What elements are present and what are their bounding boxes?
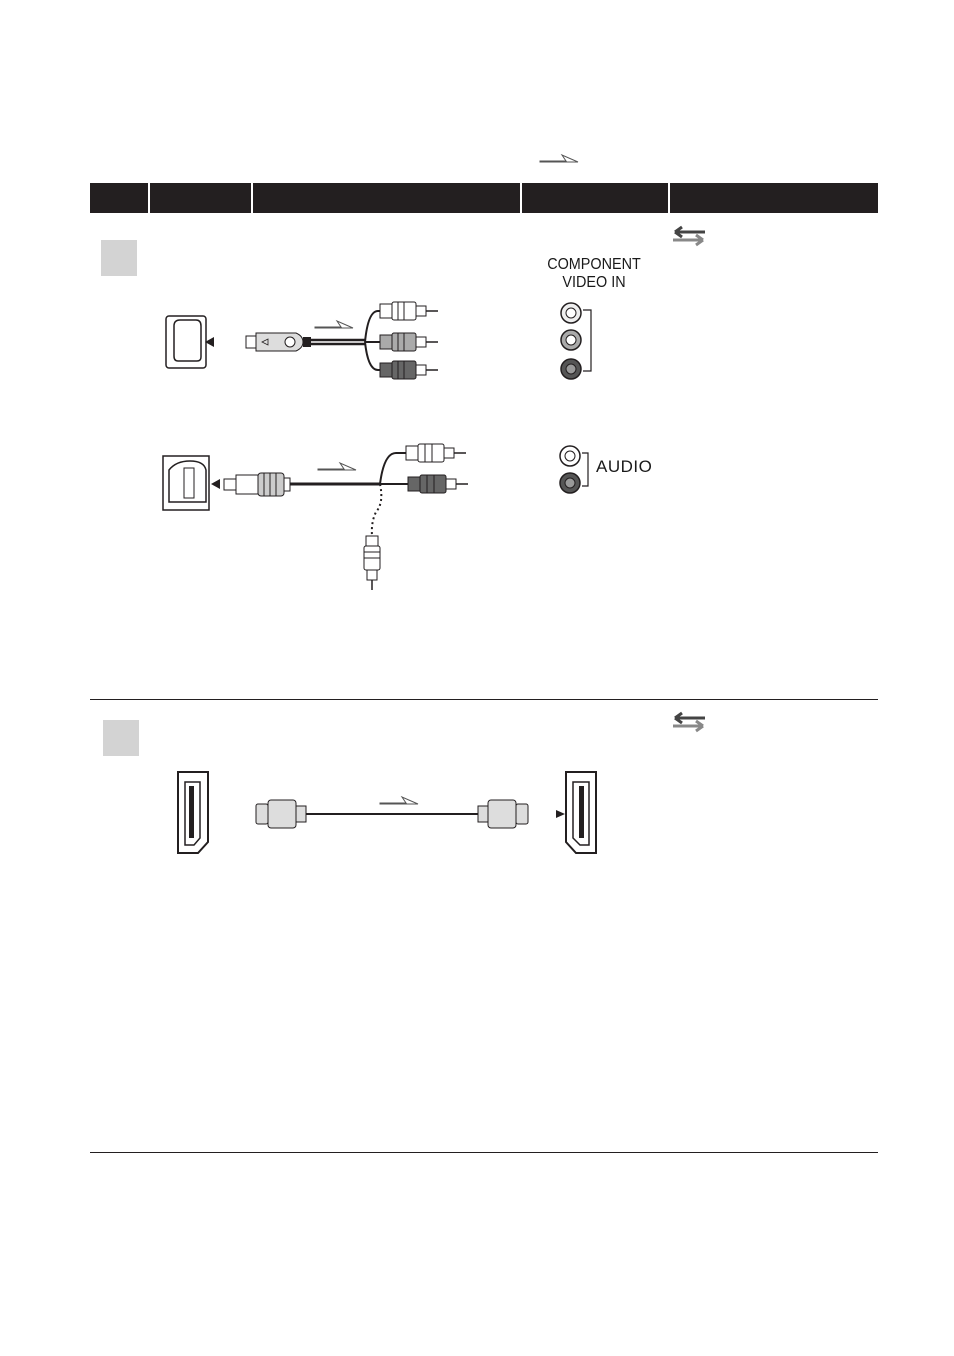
rca-plug-audio-red — [408, 475, 468, 493]
signal-flow-arrow-icon — [540, 155, 578, 162]
signal-flow-arrow-icon — [318, 463, 356, 470]
audio-in-jacks — [560, 446, 588, 493]
two-way-arrows-icon — [673, 227, 705, 245]
audio-label: AUDIO — [596, 457, 653, 476]
header-col-4 — [522, 183, 528, 213]
av-cable-plug — [224, 473, 290, 496]
header-col-3 — [253, 183, 259, 213]
step-box-b — [103, 720, 139, 756]
rca-plug-video-unused — [364, 536, 380, 590]
hdmi-jack-camera-icon — [178, 772, 208, 853]
component-label-line1: COMPONENT — [547, 256, 641, 273]
av-multi-jack-icon — [163, 456, 220, 510]
section-divider-1 — [90, 699, 878, 700]
header-col-5 — [670, 183, 676, 213]
rca-plug-pb — [380, 333, 438, 351]
table-header — [90, 183, 878, 213]
signal-flow-arrow-icon — [380, 797, 418, 804]
hdmi-jack-tv-icon — [556, 772, 596, 853]
rca-plug-pr — [380, 361, 438, 379]
component-video-in-label — [541, 256, 647, 292]
component-cable-plug — [246, 333, 311, 351]
section-divider-2 — [90, 1152, 878, 1153]
step-box-a — [101, 240, 137, 276]
header-col-1 — [90, 183, 96, 213]
av-remote-jack-icon — [166, 316, 214, 368]
rca-plug-audio-white — [406, 444, 466, 462]
signal-flow-arrow-icon — [315, 321, 353, 328]
component-video-in-jacks — [561, 303, 591, 379]
component-label-line2: VIDEO IN — [562, 274, 626, 291]
header-col-2 — [150, 183, 156, 213]
rca-plug-y — [380, 302, 438, 320]
two-way-arrows-icon — [673, 713, 705, 731]
